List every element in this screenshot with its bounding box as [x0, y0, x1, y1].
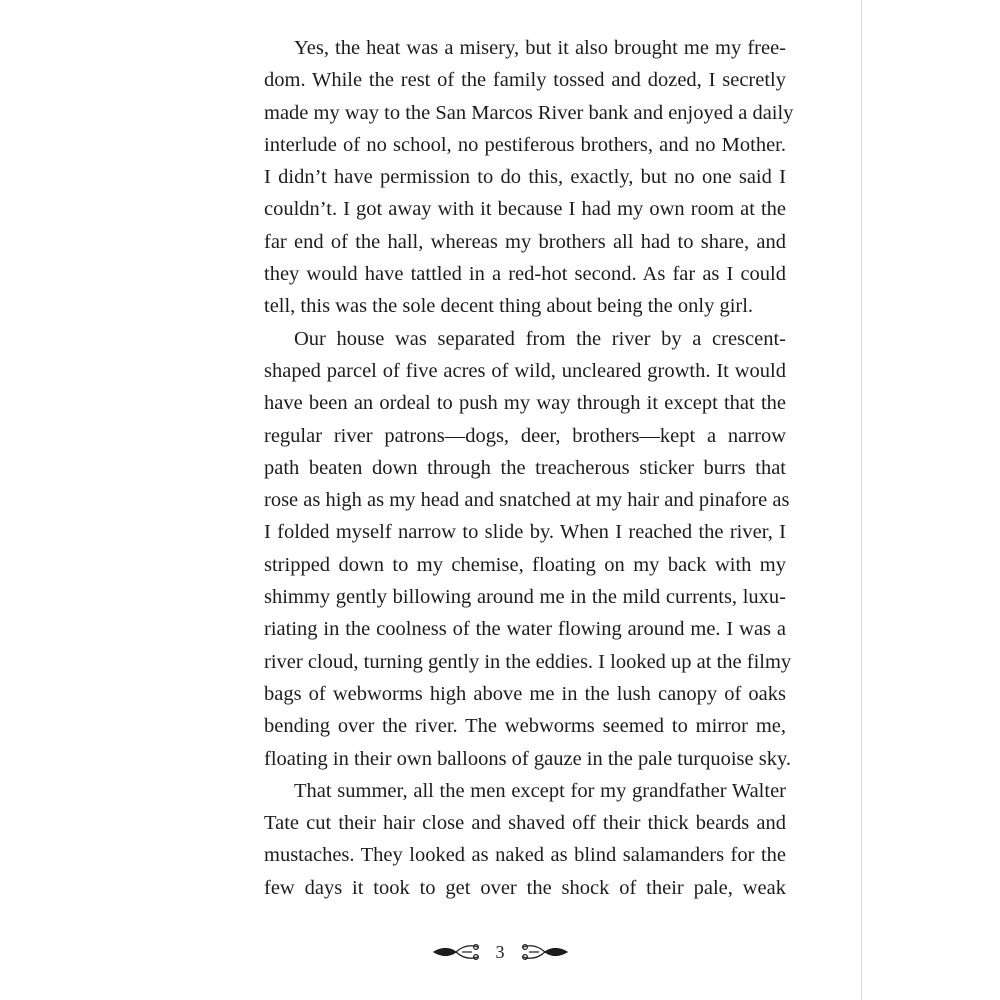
text-line: Yes, the heat was a misery, but it also brought me my free- — [294, 37, 786, 59]
text-line: I folded myself narrow to slide by. When I reached the river, I — [264, 521, 786, 544]
text-line: I didn’t have permission to do this, exactly, but no one said I — [264, 166, 786, 189]
text-line: bags of webworms high above me in the lush canopy of oaks — [264, 682, 786, 705]
page-folio — [0, 938, 1000, 966]
text-line: have been an ordeal to push my way through it except that the — [264, 392, 786, 415]
paragraph-2 — [264, 323, 792, 775]
text-line: rose as high as my head and snatched at my hair and pinafore as — [264, 489, 790, 512]
paragraph-3 — [264, 775, 786, 904]
text-line: Our house was separated from the river by a crescent- — [294, 327, 786, 350]
text-line: That summer, all the men except for my grandfather Walter — [294, 779, 786, 802]
text-line: few days it took to get over the shock of their pale, weak — [264, 876, 786, 899]
leaf-ornament-left-icon — [432, 941, 482, 963]
text-line: tell, this was the sole decent thing about being the only girl. — [264, 295, 754, 318]
text-line: made my way to the San Marcos River bank and enjoyed a daily — [264, 101, 794, 124]
text-line: floating in their own balloons of gauze in the pale turquoise sky. — [264, 747, 791, 770]
text-line: Tate cut their hair close and shaved off their thick beards and — [264, 812, 786, 835]
paragraph-1 — [264, 32, 794, 323]
text-line: shimmy gently billowing around me in the mild currents, luxu- — [264, 586, 786, 609]
text-line: dom. While the rest of the family tossed and dozed, I secretly — [264, 69, 786, 92]
text-line: regular river patrons—dogs, deer, brothers—kept a narrow — [264, 424, 786, 447]
text-line: stripped down to my chemise, floating on my back with my — [264, 553, 786, 576]
text-line: couldn’t. I got away with it because I had my own room at the — [264, 198, 786, 221]
text-line: shaped parcel of five acres of wild, uncleared growth. It would — [264, 359, 786, 382]
text-line: path beaten down through the treacherous sticker burrs that — [264, 456, 786, 479]
text-line: riating in the coolness of the water flowing around me. I was a — [264, 618, 786, 641]
page-edge-divider — [861, 0, 862, 1000]
text-line: they would have tattled in a red-hot second. As far as I could — [264, 263, 786, 286]
text-line: mustaches. They looked as naked as blind salamanders for the — [264, 844, 786, 867]
text-line: bending over the river. The webworms seemed to mirror me, — [264, 715, 786, 738]
text-line: river cloud, turning gently in the eddies. I looked up at the filmy — [264, 650, 792, 673]
page-number: 3 — [495, 942, 505, 962]
text-line: interlude of no school, no pestiferous brothers, and no Mother. — [264, 133, 786, 156]
body-text — [264, 32, 794, 904]
leaf-ornament-right-icon — [519, 941, 569, 963]
text-line: far end of the hall, whereas my brothers all had to share, and — [264, 230, 786, 253]
